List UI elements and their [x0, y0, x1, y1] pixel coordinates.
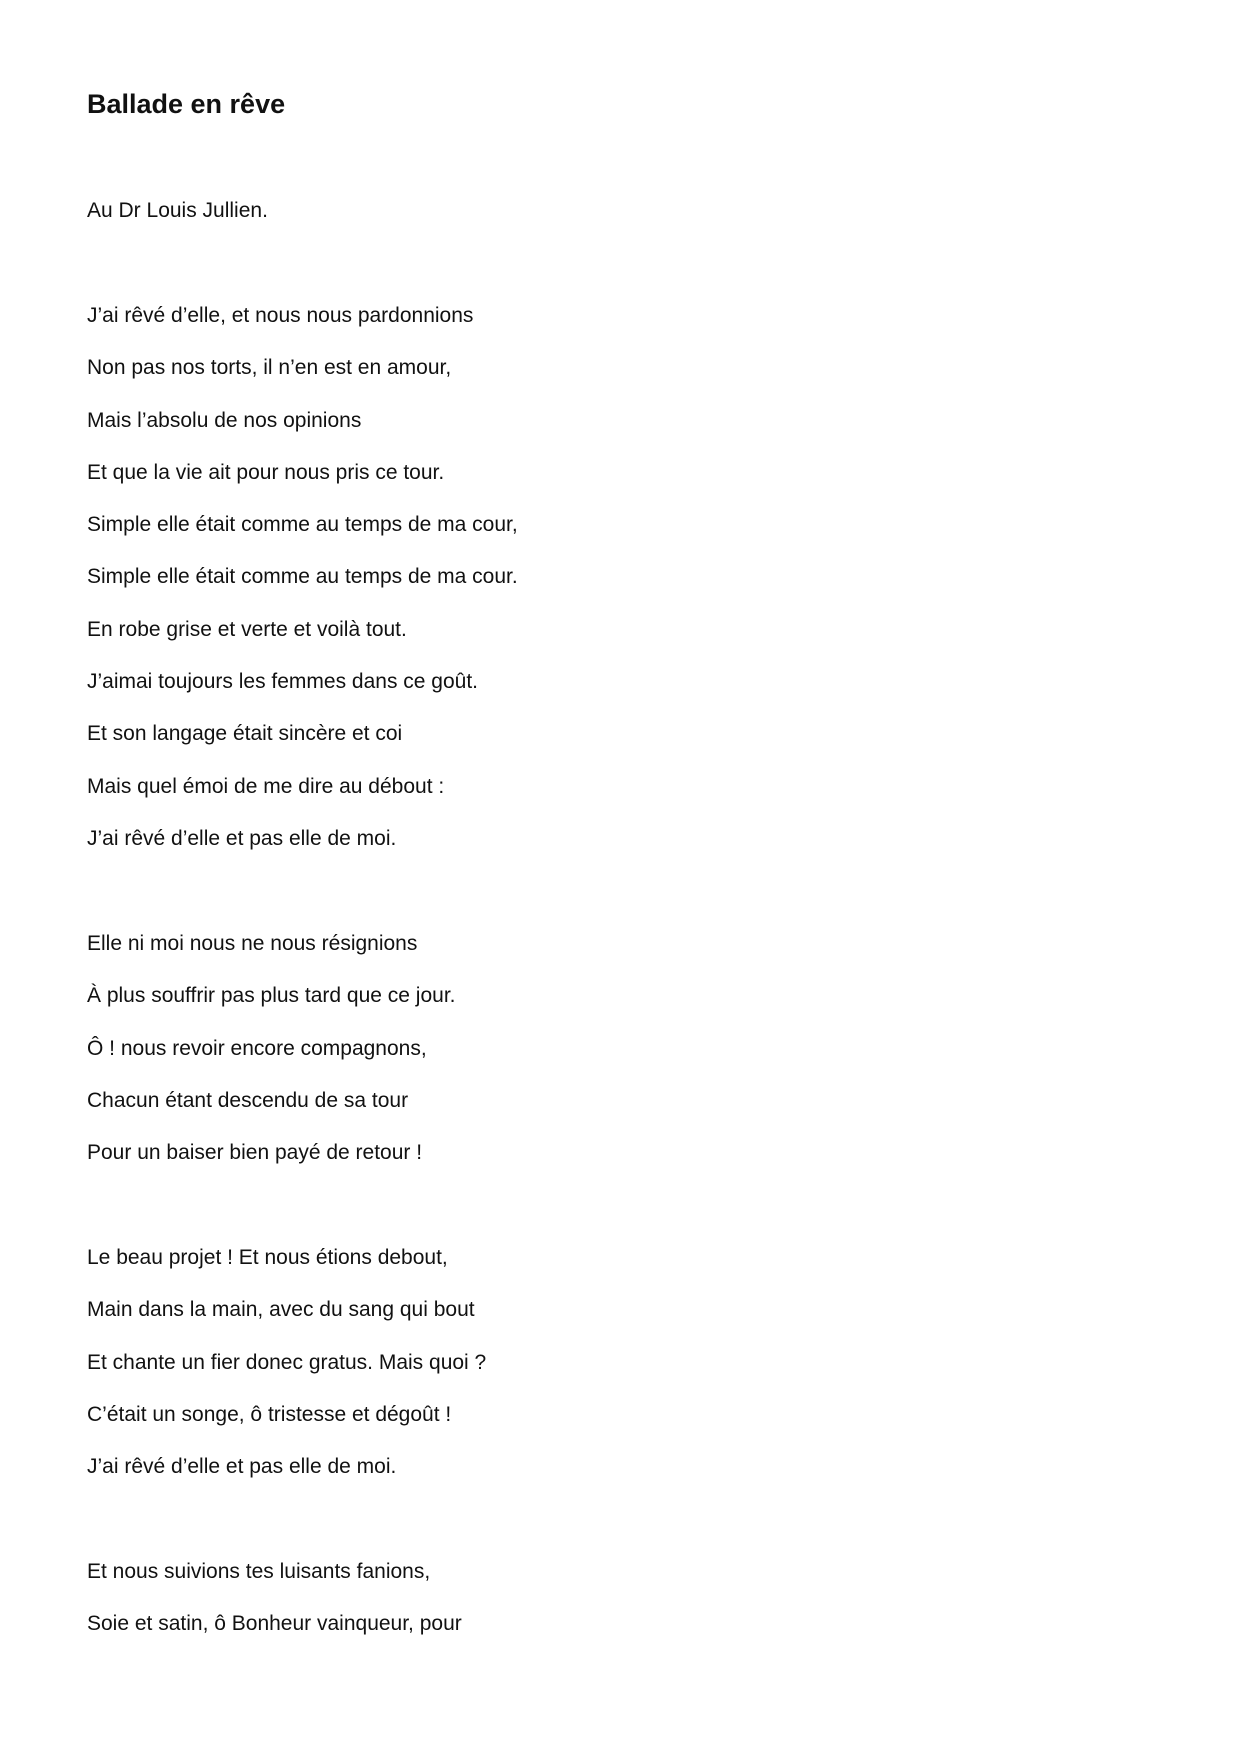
- stanza-3: [87, 1243, 486, 1504]
- verse-line: Pour un baiser bien payé de retour !: [87, 1141, 423, 1165]
- verse-line: Ô ! nous revoir encore compagnons,: [87, 1036, 427, 1060]
- verse-line: C’était un songe, ô tristesse et dégoût !: [87, 1402, 452, 1426]
- dedication: Au Dr Louis Jullien.: [87, 199, 268, 222]
- verse-line: Et chante un fier donec gratus. Mais quoi ?: [87, 1350, 487, 1374]
- verse-line: Et son langage était sincère et coi: [87, 722, 403, 746]
- stanza-1: [87, 301, 518, 876]
- verse-line: Chacun étant descendu de sa tour: [87, 1088, 409, 1112]
- stanza-4: [87, 1557, 462, 1662]
- verse-line: À plus souffrir pas plus tard que ce jour.: [87, 984, 456, 1008]
- verse-line: J’ai rêvé d’elle et pas elle de moi.: [87, 826, 397, 850]
- verse-line: Main dans la main, avec du sang qui bout: [87, 1298, 475, 1322]
- verse-line: Simple elle était comme au temps de ma cour.: [87, 565, 518, 589]
- poem-title: Ballade en rêve: [87, 89, 286, 119]
- verse-line: Soie et satin, ô Bonheur vainqueur, pour: [87, 1612, 462, 1636]
- verse-line: Non pas nos torts, il n’en est en amour,: [87, 356, 452, 380]
- verse-line: J’ai rêvé d’elle, et nous nous pardonnions: [87, 304, 474, 327]
- verse-line: Le beau projet ! Et nous étions debout,: [87, 1246, 448, 1269]
- verse-line: Et nous suivions tes luisants fanions,: [87, 1560, 431, 1583]
- verse-line: Mais quel émoi de me dire au débout :: [87, 774, 445, 798]
- verse-line: Mais l’absolu de nos opinions: [87, 408, 362, 432]
- verse-line: J’aimai toujours les femmes dans ce goût.: [87, 670, 479, 694]
- verse-line: J’ai rêvé d’elle et pas elle de moi.: [87, 1455, 397, 1479]
- verse-line: Elle ni moi nous ne nous résignions: [87, 932, 418, 955]
- stanza-2: [87, 929, 455, 1190]
- verse-line: Et que la vie ait pour nous pris ce tour.: [87, 460, 445, 484]
- verse-line: Simple elle était comme au temps de ma cour,: [87, 513, 518, 537]
- verse-line: En robe grise et verte et voilà tout.: [87, 617, 407, 641]
